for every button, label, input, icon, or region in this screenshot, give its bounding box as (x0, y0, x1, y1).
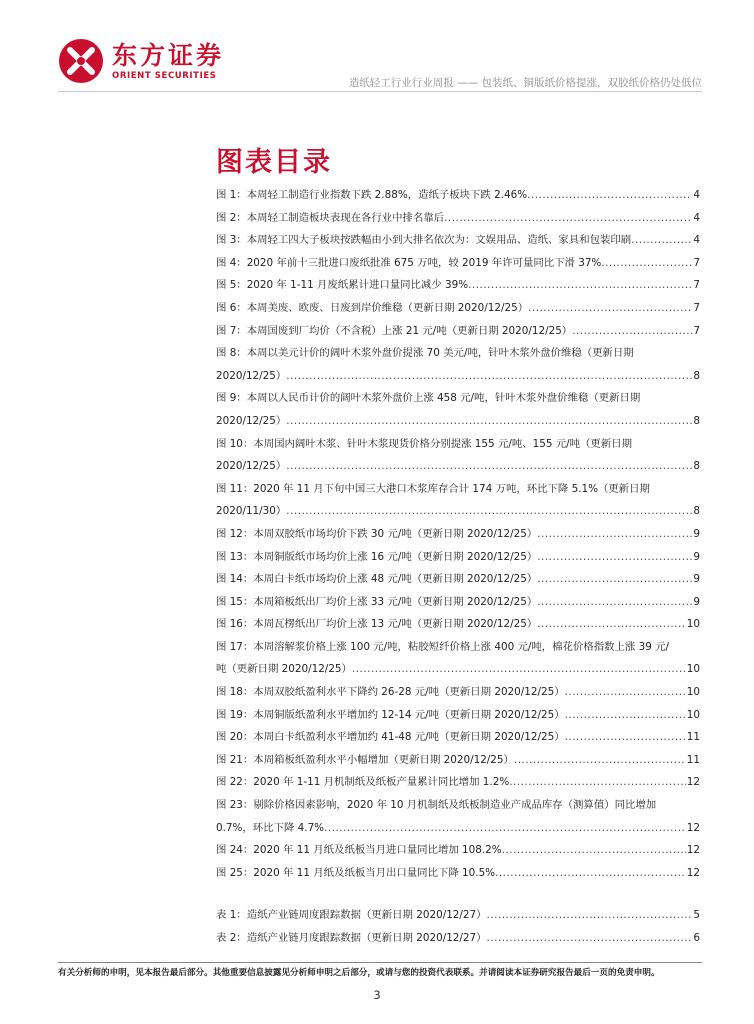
footer-divider (58, 962, 702, 963)
toc-dot-leader (565, 704, 686, 727)
toc-entry[interactable] (216, 184, 700, 207)
toc-entry-title: 图 22：2020 年 1-11 月机制纸及纸板产量累计同比增加 1.2% (216, 776, 510, 789)
toc-entry[interactable] (216, 704, 700, 727)
page-number: 3 (373, 988, 381, 1002)
toc-entry-title: 图 19：本周铜版纸盈利水平增加约 12-14 元/吨（更新日期 2020/12/25） (216, 708, 565, 721)
footer-disclaimer: 有关分析师的申明，见本报告最后部分。其他重要信息披露见分析师申明之后部分，或请与您的投资代表联系。并请阅读本证券研究报告最后一页的免责申明。 (58, 968, 660, 978)
toc-page-number: 10 (686, 686, 700, 699)
toc-entry-title: 图 6：本周美废、欧废、日废到岸价维稳（更新日期 2020/12/25） (216, 301, 529, 314)
toc-entry[interactable] (216, 320, 700, 343)
toc-dot-leader (502, 839, 686, 862)
toc-entry-title: 图 13：本周铜版纸市场均价上涨 16 元/吨（更新日期 2020/12/25） (216, 550, 538, 563)
toc-entry[interactable] (216, 568, 700, 591)
toc-entry-title: 图 18：本周双胶纸盈利水平下降约 26-28 元/吨（更新日期 2020/12/25） (216, 686, 565, 699)
toc-page-number: 10 (686, 618, 700, 631)
toc-dot-leader (495, 862, 686, 885)
toc-entry-title-line: 图 10：本周国内阔叶木浆、针叶木浆现货价格分别提涨 155 元/吨、155 元/吨（更新日期 (216, 437, 632, 450)
toc-dot-leader (537, 568, 692, 591)
toc-dot-leader (286, 500, 692, 523)
toc-entry-title: 图 3：本周轻工四大子板块按跌幅由小到大排名依次为：文娱用品、造纸、家具和包装印刷 (216, 234, 632, 247)
toc-dot-leader (286, 455, 692, 478)
toc-entry-title: 表 2：造纸产业链月度跟踪数据（更新日期 2020/12/27） (216, 932, 487, 944)
toc-page-number: 6 (693, 932, 700, 944)
toc-page-number: 12 (686, 844, 700, 857)
toc-entry[interactable] (216, 839, 700, 862)
toc-entry[interactable] (216, 523, 700, 546)
toc-page-number: 12 (686, 776, 700, 789)
toc-dot-leader (509, 771, 686, 794)
toc-entry[interactable] (216, 726, 700, 749)
toc-entry[interactable] (216, 546, 700, 569)
toc-page-number: 9 (693, 573, 700, 586)
toc-dot-leader (487, 927, 693, 950)
toc-dot-leader (537, 546, 692, 569)
toc-dot-leader (565, 681, 686, 704)
table-of-contents (216, 184, 700, 950)
toc-entry-title-line: 图 11：2020 年 11 月下旬中国三大港口木浆库存合计 174 万吨，环比下降 5.1%（更新日期 (216, 482, 650, 495)
toc-entry[interactable] (216, 794, 700, 839)
toc-page-number: 11 (686, 731, 700, 744)
toc-dot-leader (572, 320, 692, 343)
toc-page-number: 9 (693, 527, 700, 540)
toc-dot-leader (514, 749, 686, 772)
table-list (216, 904, 700, 949)
toc-page-number: 11 (686, 753, 700, 766)
toc-entry-title: 图 20：本周白卡纸盈利水平增加约 41-48 元/吨（更新日期 2020/12/25） (216, 731, 565, 744)
toc-entry[interactable] (216, 771, 700, 794)
toc-entry[interactable] (216, 252, 700, 275)
toc-entry[interactable] (216, 342, 700, 387)
toc-entry-title: 吨（更新日期 2020/12/25） (216, 663, 352, 676)
toc-entry-title: 图 24：2020 年 11 月纸及纸板当月进口量同比增加 108.2% (216, 844, 502, 857)
toc-page-number: 9 (693, 550, 700, 563)
toc-dot-leader (352, 658, 686, 681)
toc-entry-title: 图 12：本周双胶纸市场均价下跌 30 元/吨（更新日期 2020/12/25） (216, 527, 538, 540)
toc-entry[interactable] (216, 749, 700, 772)
toc-entry-title: 图 2：本周轻工制造板块表现在各行业中排名靠后 (216, 211, 445, 224)
toc-page-number: 4 (693, 234, 700, 247)
toc-page-number: 10 (686, 708, 700, 721)
toc-dot-leader (528, 297, 692, 320)
toc-entry[interactable] (216, 433, 700, 478)
toc-entry[interactable] (216, 636, 700, 681)
toc-dot-leader (527, 184, 692, 207)
toc-entry[interactable] (216, 274, 700, 297)
toc-entry-title-line: 图 23：剔除价格因素影响，2020 年 10 月机制纸及纸板制造业产成品库存（测算值）同比增加 (216, 799, 657, 812)
toc-entry-title: 图 16：本周瓦楞纸出厂均价上涨 13 元/吨（更新日期 2020/12/25） (216, 618, 538, 631)
toc-page-number: 7 (693, 324, 700, 337)
toc-entry-title: 图 15：本周箱板纸出厂均价上涨 33 元/吨（更新日期 2020/12/25） (216, 595, 538, 608)
toc-page-number: 4 (693, 189, 700, 201)
brand-name-cn: 东方证券 (112, 40, 225, 70)
figure-list (216, 184, 700, 884)
toc-entry-title: 2020/12/25） (216, 460, 287, 473)
toc-entry[interactable] (216, 591, 700, 614)
toc-page-number: 4 (693, 211, 700, 224)
toc-entry-title: 图 1：本周轻工制造行业指数下跌 2.88%，造纸子板块下跌 2.46% (216, 189, 528, 201)
toc-dot-leader (631, 229, 692, 252)
toc-entry-title: 图 7：本周国废到厂均价（不含税）上涨 21 元/吨（更新日期 2020/12/25） (216, 324, 573, 337)
report-header-title: 造纸轻工行业行业周报 —— 包装纸、铜版纸价格提涨，双胶纸价格仍处低位 (348, 77, 702, 89)
toc-page-number: 8 (693, 505, 700, 518)
toc-entry-title-line: 图 8：本周以美元计价的阔叶木浆外盘价提涨 70 美元/吨，针叶木浆外盘价维稳（更新日期 (216, 347, 634, 360)
toc-entry-title: 2020/11/30） (216, 505, 287, 518)
toc-page-number: 7 (693, 256, 700, 269)
toc-page-number: 10 (686, 663, 700, 676)
toc-page-number: 7 (693, 279, 700, 292)
toc-entry[interactable] (216, 207, 700, 230)
page-title: 图表目录 (216, 147, 332, 178)
toc-entry[interactable] (216, 681, 700, 704)
toc-entry-title: 图 25：2020 年 11 月纸及纸板当月出口量同比下降 10.5% (216, 866, 496, 879)
orient-securities-logo-icon (58, 38, 104, 84)
header-divider (58, 91, 702, 92)
toc-entry-title: 0.7%，环比下降 4.7% (216, 821, 325, 834)
toc-entry-title-line: 图 9：本周以人民币计价的阔叶木浆外盘价上涨 458 元/吨，针叶木浆外盘价维稳（更新日期 (216, 392, 641, 405)
company-logo (58, 38, 224, 84)
toc-dot-leader (601, 252, 692, 275)
toc-entry[interactable] (216, 927, 700, 950)
toc-dot-leader (565, 726, 686, 749)
toc-entry-title: 图 14：本周白卡纸市场均价上涨 48 元/吨（更新日期 2020/12/25） (216, 573, 538, 586)
toc-entry[interactable] (216, 229, 700, 252)
toc-entry[interactable] (216, 297, 700, 320)
toc-dot-leader (286, 410, 692, 433)
toc-dot-leader (468, 274, 692, 297)
toc-page-number: 7 (693, 301, 700, 314)
toc-page-number: 12 (686, 821, 700, 834)
toc-page-number: 8 (693, 369, 700, 382)
toc-dot-leader (324, 817, 686, 840)
toc-entry[interactable] (216, 387, 700, 432)
brand-name-en: ORIENT SECURITIES (112, 70, 217, 81)
toc-entry[interactable] (216, 862, 700, 885)
toc-entry[interactable] (216, 613, 700, 636)
toc-entry-title: 表 1：造纸产业链周度跟踪数据（更新日期 2020/12/27） (216, 909, 487, 922)
toc-dot-leader (487, 904, 693, 927)
toc-page-number: 12 (686, 866, 700, 879)
toc-page-number: 5 (693, 909, 700, 922)
toc-dot-leader (444, 207, 692, 230)
toc-entry-title-line: 图 17：本周溶解浆价格上涨 100 元/吨，粘胶短纤价格上涨 400 元/吨，棉花价格指数上涨 39 元/ (216, 640, 670, 653)
toc-entry-title: 图 21：本周箱板纸盈利水平小幅增加（更新日期 2020/12/25） (216, 753, 514, 766)
toc-entry-title: 2020/12/25） (216, 414, 287, 427)
toc-dot-leader (537, 613, 686, 636)
toc-entry-title: 2020/12/25） (216, 369, 287, 382)
toc-page-number: 8 (693, 414, 700, 427)
toc-entry[interactable] (216, 904, 700, 927)
toc-page-number: 8 (693, 460, 700, 473)
toc-dot-leader (537, 591, 692, 614)
toc-entry-title: 图 4：2020 年前十三批进口废纸批准 675 万吨，较 2019 年许可量同比下滑 37% (216, 256, 602, 269)
toc-dot-leader (286, 365, 692, 388)
toc-dot-leader (537, 523, 692, 546)
toc-entry[interactable] (216, 478, 700, 523)
toc-entry-title: 图 5：2020 年 1-11 月废纸累计进口量同比减少 39% (216, 279, 469, 292)
toc-page-number: 9 (693, 595, 700, 608)
